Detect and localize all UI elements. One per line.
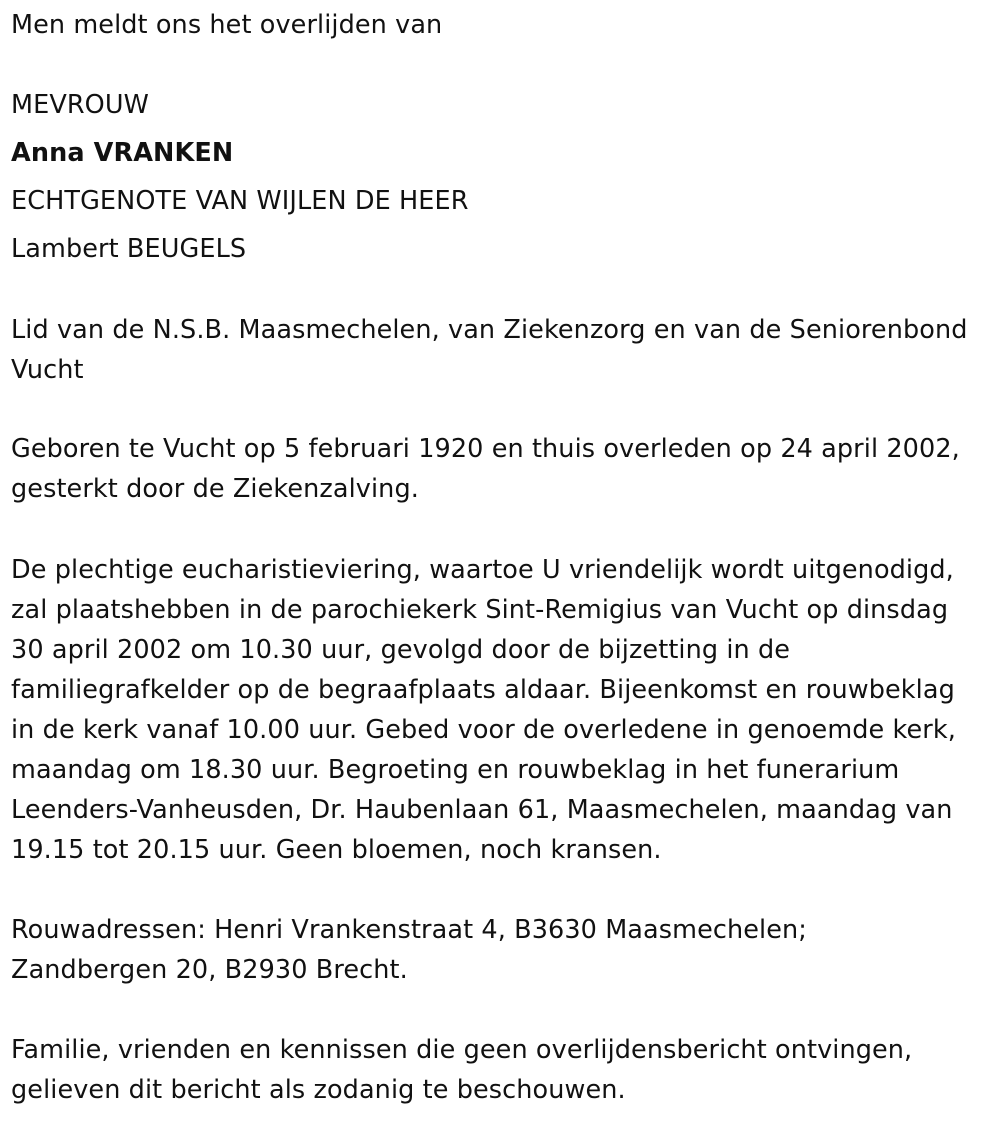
- paragraph-line: 19.15 tot 20.15 uur. Geen bloemen, noch kransen.: [11, 835, 662, 865]
- paragraph-line: familiegrafkelder op de begraafplaats aldaar. Bijeenkomst en rouwbeklag: [11, 675, 955, 705]
- closing-paragraph: [11, 1030, 996, 1110]
- title-text: MEVROUW: [11, 90, 149, 120]
- addresses-paragraph: [11, 910, 996, 990]
- paragraph-line: Rouwadressen: Henri Vrankenstraat 4, B3630 Maasmechelen;: [11, 915, 807, 945]
- ceremony-paragraph: [11, 550, 996, 870]
- deceased-name: Anna VRANKEN: [11, 138, 234, 168]
- paragraph-line: gelieven dit bericht als zodanig te beschouwen.: [11, 1075, 626, 1105]
- spouse-name: Lambert BEUGELS: [11, 234, 247, 264]
- paragraph-line: in de kerk vanaf 10.00 uur. Gebed voor de overledene in genoemde kerk,: [11, 715, 956, 745]
- intro-text: Men meldt ons het overlijden van: [11, 10, 443, 40]
- paragraph-line: zal plaatshebben in de parochiekerk Sint-Remigius van Vucht op dinsdag: [11, 595, 949, 625]
- membership-paragraph: [11, 310, 996, 390]
- paragraph-line: Geboren te Vucht op 5 februari 1920 en thuis overleden op 24 april 2002,: [11, 434, 960, 464]
- paragraph-line: Zandbergen 20, B2930 Brecht.: [11, 955, 408, 985]
- paragraph-line: Lid van de N.S.B. Maasmechelen, van Ziekenzorg en van de Seniorenbond: [11, 315, 968, 345]
- paragraph-line: Familie, vrienden en kennissen die geen overlijdensbericht ontvingen,: [11, 1035, 913, 1065]
- paragraph-line: De plechtige eucharistieviering, waartoe U vriendelijk wordt uitgenodigd,: [11, 555, 954, 585]
- paragraph-line: gesterkt door de Ziekenzalving.: [11, 474, 419, 504]
- paragraph-line: Vucht: [11, 355, 84, 385]
- paragraph-line: maandag om 18.30 uur. Begroeting en rouwbeklag in het funerarium: [11, 755, 900, 785]
- birth-death-paragraph: [11, 429, 996, 509]
- paragraph-line: 30 april 2002 om 10.30 uur, gevolgd door de bijzetting in de: [11, 635, 791, 665]
- relation-text: ECHTGENOTE VAN WIJLEN DE HEER: [11, 186, 469, 216]
- paragraph-line: Leenders-Vanheusden, Dr. Haubenlaan 61, Maasmechelen, maandag van: [11, 795, 953, 825]
